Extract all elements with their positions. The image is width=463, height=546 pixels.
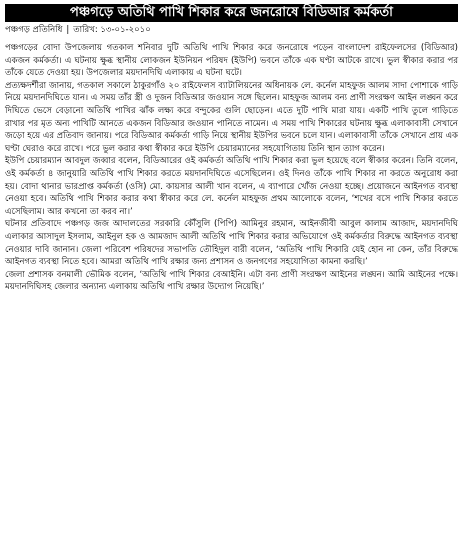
article-paragraph: জেলা প্রশাসক বনমালী ভৌমিক বলেন, ‘অতিথি পাখি শিকার বেআইনি। এটা বন্য প্রাণী সংরক্ষণ আইনের লঙ্ঘন। আমি আইনের পক্ষে। ময়দানদিঘিসহ জেলার অন্যান্য এলাকায় অতিথি পাখি রক্ষার উদ্যোগ নিয়েছি।’: [5, 269, 458, 293]
byline-source: পঞ্চগড় প্রতিনিধি: [5, 25, 63, 35]
article-paragraph: ঘটনার প্রতিবাদে পঞ্চগড় জজ আদালতের সরকারি কৌঁসুলি (পিপি) আমিনুর রহমান, আইনজীবী আবুল কালাম আজাদ, ময়দানদিঘি এলাকার আসাদুল ইসলাম, আইনুল হক ও আমজাদ আলী অতিথি পাখি শিকার করার অভিযোগে ওই কর্মকর্তার বিরুদ্ধে আইনগত ব্যবস্থা নেওয়ার দাবি জানান। জেলা পরিবেশ পরিষদের সভাপতি তৌহিদুল বারী বলেন, ‘অতিথি পাখি শিকারি যেই হোন না কেন, তাঁর বিরুদ্ধে আইনগত ব্যবস্থা নিতে হবে। আমরা অতিথি পাখি রক্ষার জন্য প্রশাসন ও জনগণের সহযোগিতা কামনা করছি।’: [5, 219, 458, 268]
byline-separator: |: [66, 25, 70, 35]
article-paragraph: ইউপি চেয়ারম্যান আবদুল জব্বার বলেন, বিডিআরের ওই কর্মকর্তা অতিথি পাখি শিকার করা ভুল হয়েছে বলে স্বীকার করেন। তিনি বলেন, ওই কর্মকর্তা ৪ জানুয়ারি অতিথি পাখি শিকার করতে ময়দানদিঘিতে এসেছিলেন। ওই দিনও তাঁকে পাখি শিকার না করতে অনুরোধ করা হয়। বোদা থানার ভারপ্রাপ্ত কর্মকর্তা (ওসি) মো. কায়সার আলী খান বলেন, এ ব্যাপারে খোঁজ নেওয়া হচ্ছে। প্রয়োজনে আইনগত ব্যবস্থা নেওয়া হবে। অতিথি পাখি শিকার করার কথা স্বীকার করে লে. কর্নেল মাহফুজ প্রথম আলোকে বলেন, ‘শখের বসে পাখি শিকার করতে এসেছিলাম। আর কখনো তা করব না।’: [5, 156, 458, 217]
article-body: [5, 42, 458, 294]
byline-date: ১৩-০১-২০১০: [100, 25, 151, 35]
article-byline: [5, 24, 458, 36]
byline-colon: :: [94, 25, 101, 35]
article-paragraph: পঞ্চগড়ের বোদা উপজেলায় গতকাল শনিবার দুটি অতিথি পাখি শিকার করে জনরোষে পড়েন বাংলাদেশ রাইফেলসের (বিডিআর) একজন কর্মকর্তা। এ ঘটনায় ক্ষুব্ধ স্থানীয় লোকজন ইউনিয়ন পরিষদ (ইউপি) ভবনে তাঁকে এক ঘণ্টা আটকে রাখে। ভুল স্বীকার করার পর তাঁকে যেতে দেওয়া হয়। উপজেলার ময়দানদিঘি এলাকায় এ ঘটনা ঘটে।: [5, 43, 458, 79]
byline-date-label: তারিখ: [73, 25, 95, 35]
article-headline: পঞ্চগড়ে অতিথি পাখি শিকার করে জনরোষে বিডিআর কর্মকর্তা: [5, 4, 458, 22]
article-paragraph: প্রত্যক্ষদর্শীরা জানায়, গতকাল সকালে ঠাকুরগাঁও ২০ রাইফেলস ব্যাটালিয়নের অধিনায়ক লে. কর্নেল মাহফুজ আলম সাদা পোশাকে গাড়ি নিয়ে ময়দানদিঘিতে যান। এ সময় তাঁর স্ত্রী ও দুজন বিডিআর জওয়ান সঙ্গে ছিলেন। মাহফুজ আলম বন্য প্রাণী সংরক্ষণ আইন লঙ্ঘন করে দিঘিতে ভেসে বেড়ানো অতিথি পাখির ঝাঁক লক্ষ্য করে বন্দুকের গুলি ছোড়েন। এতে দুটি পাখি মারা যায়। একটি পাখি তুলে গাড়িতে রাখার পর মৃত অন্য পাখিটি আনতে একজন বিডিআর জওয়ান পানিতে নামেন। এ সময় পাখি শিকারের ঘটনায় ক্ষুব্ধ এলাকাবাসী সেখানে জড়ো হয়ে এর প্রতিবাদ জানায়। পরে বিডিআর কর্মকর্তা গাড়ি নিয়ে স্থানীয় ইউপির ভবনে চলে যান। এলাকাবাসী তাঁকে সেখানে প্রায় এক ঘণ্টা ঘেরাও করে রাখে। পরে ভুল করার কথা স্বীকার করে ইউপি চেয়ারম্যানের সহযোগিতায় তিনি স্থান ত্যাগ করেন।: [5, 80, 458, 154]
